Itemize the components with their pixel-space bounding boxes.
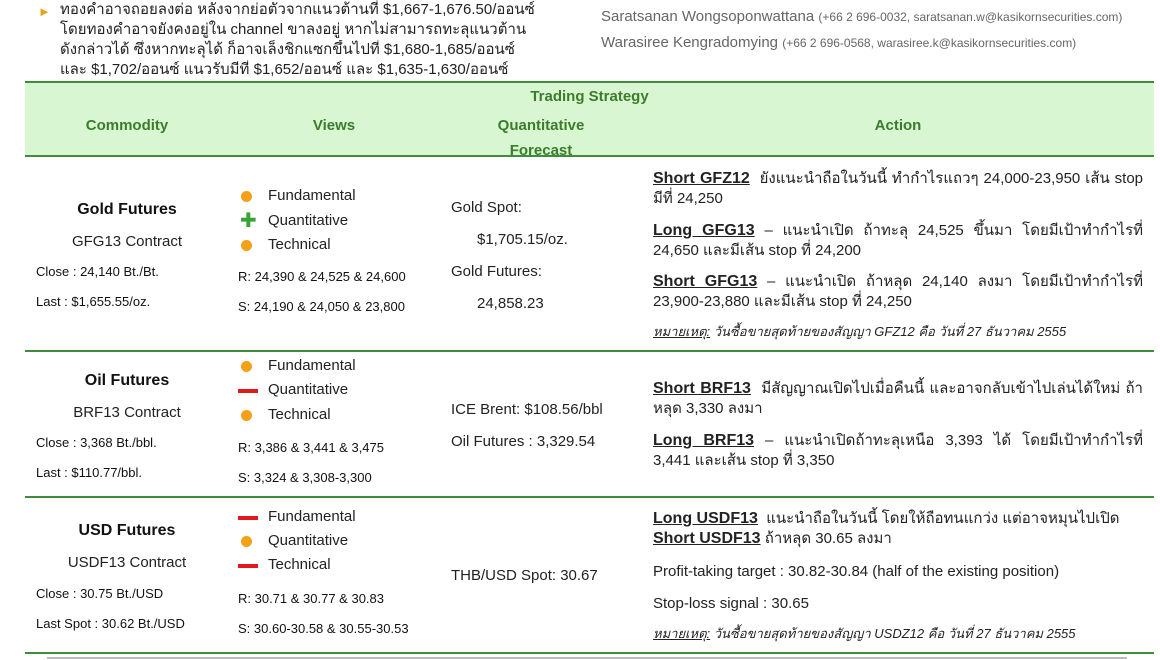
note-label: หมายเหตุ: (653, 324, 711, 339)
footer-divider (47, 657, 1127, 659)
action-code: Short GFZ12 (653, 170, 750, 187)
action-item: Short GFG13 – แนะนำเปิด ถ้าหลุด 24,140 ลงมา โดยมีเป้าทำกำไรที่ 23,900-23,880 และมีเส้น stop ที่ 24,250 (653, 273, 1144, 310)
quant-label: Gold Spot: (451, 199, 522, 216)
close-price: Close : 24,140 Bt./Bt. (36, 264, 159, 279)
intro-line: ทองคำอาจถอยลงต่อ หลังจากย่อตัวจากแนวต้านที่ $1,667-1,676.50/ออนซ์ (60, 1, 535, 18)
plus-icon: ✚ (240, 210, 257, 232)
commodity-name: Gold Futures (77, 201, 177, 218)
contact-info[interactable]: (+66 2 696-0032, saratsanan.w@kasikornsecurities.com) (818, 10, 1123, 24)
top-section (0, 0, 1160, 80)
col-views: Views (312, 117, 356, 134)
last-price: Last : $1,655.55/oz. (36, 294, 151, 309)
col-quant-line1: Quantitative (497, 117, 585, 134)
intro-line: และ $1,702/ออนซ์ แนวรับมีที่ $1,652/ออนซ์ และ $1,635-1,630/ออนซ์ (60, 61, 509, 78)
col-quant-line2: Forecast (509, 142, 573, 159)
action-code: Long USDF13 (653, 510, 758, 527)
quant-value: THB/USD Spot: 30.67 (451, 567, 598, 584)
neutral-dot-icon (241, 191, 252, 202)
contact-1 (601, 4, 1122, 30)
neutral-dot-icon (241, 240, 252, 251)
stop-loss: Stop-loss signal : 30.65 (653, 595, 809, 612)
table-row-oil: Oil Futures BRF13 Contract Close : 3,368 Bt./bbl. Last : $110.77/bbl. Fundamental Quantitative Technical R: 3,386 & 3,441 & 3,475 S: 3,324 & 3,308-3,300 ICE Brent: $108.56/bbl Oil Futures : 3,329.54 Short BRF13 มีสัญญาณเปิดไปเมื่อคืนนี้ และอาจกลับเข้าไปเล่นได้ใหม่ ถ้าหลุด 3,330 ลงมา Long BRF13 – แนะนำเปิดถ้าทะลุเหนือ 3,393 ได้ โดยมีเป้าทำกำไรที่ 3,441 และเส้น stop ที่ 3,350 (25, 352, 1154, 498)
resistance-levels: R: 3,386 & 3,441 & 3,475 (238, 440, 384, 455)
intro-line: โดยทองคำอาจยังคงอยู่ใน channel ขาลงอยู่ หากไม่สามารถทะลุแนวต้าน (60, 21, 527, 38)
contract-name: BRF13 Contract (73, 404, 181, 421)
action-note: หมายเหตุ: วันซื้อขายสุดท้ายของสัญญา USDZ12 คือ วันที่ 27 ธันวาคม 2555 (653, 626, 1076, 641)
intro-paragraph (60, 0, 580, 80)
action-item: Long USDF13 แนะนำถือในวันนี้ โดยให้ถือทนแกว่ง แต่อาจหมุนไปเปิด (653, 510, 1120, 527)
minus-icon (238, 389, 258, 393)
last-price: Last : $110.77/bbl. (36, 465, 143, 480)
action-item: Short USDF13 ถ้าหลุด 30.65 ลงมา (653, 530, 892, 547)
contact-info[interactable]: (+66 2 696-0568, warasiree.k@kasikornsecurities.com) (782, 36, 1077, 50)
action-code: Long BRF13 (653, 432, 755, 449)
action-note: หมายเหตุ: วันซื้อขายสุดท้ายของสัญญา GFZ12 คือ วันที่ 27 ธันวาคม 2555 (653, 324, 1067, 339)
contract-name: USDF13 Contract (67, 554, 187, 571)
intro-line: ดังกล่าวได้ ซึ่งหากทะลุได้ ก็อาจเล็งชิกแซกขึ้นไปที่ $1,680-1,685/ออนซ์ (60, 41, 515, 58)
quant-label: Gold Futures: (451, 263, 542, 280)
close-price: Close : 3,368 Bt./bbl. (36, 435, 157, 450)
action-item: Short BRF13 มีสัญญาณเปิดไปเมื่อคืนนี้ และอาจกลับเข้าไปเล่นได้ใหม่ ถ้าหลุด 3,330 ลงมา (653, 380, 1143, 417)
neutral-dot-icon (241, 536, 252, 547)
contact-name: Saratsanan Wongsoponwattana (601, 8, 815, 25)
action-code: Long GFG13 (653, 222, 755, 239)
support-levels: S: 3,324 & 3,308-3,300 (238, 470, 372, 485)
action-code: Short GFG13 (653, 273, 758, 290)
action-code: Short USDF13 (653, 530, 761, 547)
neutral-dot-icon (241, 361, 252, 372)
table-row-usd: USD Futures USDF13 Contract Close : 30.75 Bt./USD Last Spot : 30.62 Bt./USD Fundamental Quantitative Technical R: 30.71 & 30.77 & 30.83 S: 30.60-30.58 & 30.55-30.53 THB/USD Spot: 30.67 Long USDF13 แนะนำถือในวันนี้ โดยให้ถือทนแกว่ง แต่อาจหมุนไปเปิด Short USDF13 ถ้าหลุด 30.65 ลงมา Profit-taking target : 30.82-30.84 (half of the existing position) Stop-loss signal : 30.65 หมายเหตุ: วันซื้อขายสุดท้ายของสัญญา USDZ12 คือ วันที่ 27 ธันวาคม 2555 (25, 498, 1154, 654)
trading-strategy-table (25, 81, 1154, 654)
support-levels: S: 24,190 & 24,050 & 23,800 (238, 299, 405, 314)
commodity-name: Oil Futures (84, 372, 170, 389)
resistance-levels: R: 24,390 & 24,525 & 24,600 (238, 269, 406, 284)
arrow-bullet-icon: ► (38, 4, 51, 19)
minus-icon (238, 516, 258, 520)
contacts (601, 4, 1122, 56)
neutral-dot-icon (241, 410, 252, 421)
quant-value: $1,705.15/oz. (477, 231, 568, 248)
action-item: Short GFZ12 ยังแนะนำถือในวันนี้ ทำกำไรแถวๆ 24,000-23,950 เส้น stop มีที่ 24,250 (653, 170, 1144, 207)
table-header (25, 81, 1154, 157)
col-action: Action (874, 117, 922, 134)
last-price: Last Spot : 30.62 Bt./USD (36, 616, 185, 631)
minus-icon (238, 564, 258, 568)
table-title: Trading Strategy (530, 88, 649, 105)
col-commodity: Commodity (85, 117, 169, 134)
support-levels: S: 30.60-30.58 & 30.55-30.53 (238, 621, 409, 636)
col-quant (441, 113, 641, 163)
resistance-levels: R: 30.71 & 30.77 & 30.83 (238, 591, 384, 606)
quant-value: 24,858.23 (477, 295, 544, 312)
action-item: Long BRF13 – แนะนำเปิดถ้าทะลุเหนือ 3,393 ได้ โดยมีเป้าทำกำไรที่ 3,441 และเส้น stop ที่ 3,350 (653, 432, 1143, 469)
commodity-name: USD Futures (78, 522, 176, 539)
contact-2 (601, 30, 1122, 56)
profit-target: Profit-taking target : 30.82-30.84 (half of the existing position) (653, 563, 1060, 580)
quant-value: Oil Futures : 3,329.54 (451, 433, 596, 450)
note-label: หมายเหตุ: (653, 626, 711, 641)
quant-value: ICE Brent: $108.56/bbl (451, 401, 603, 418)
action-item: Long GFG13 – แนะนำเปิด ถ้าทะลุ 24,525 ขึ้นมา โดยมีเป้าทำกำไรที่ 24,650 และมีเส้น stop ที่ 24,200 (653, 222, 1144, 259)
table-row-gold: Gold Futures GFG13 Contract Close : 24,140 Bt./Bt. Last : $1,655.55/oz. Fundamental ✚ Quantitative Technical R: 24,390 & 24,525 & 24,600 S: 24,190 & 24,050 & 23,800 Gold Spot: $1,705.15/oz. Gold Futures: 24,858.23 Short GFZ12 ยังแนะนำถือในวันนี้ ทำกำไรแถวๆ 24,000-23,950 เส้น stop มีที่ 24,250 Long GFG13 – แนะนำเปิด ถ้าทะลุ 24,525 ขึ้นมา โดยมีเป้าทำกำไรที่ 24,650 และมีเส้น stop ที่ 24,200 Short GFG13 – แนะนำเปิด ถ้าหลุด 24,140 ลงมา โดยมีเป้าทำกำไรที่ 23,900-23,880 และมีเส้น stop ที่ 24,250 หมายเหตุ: วันซื้อขายสุดท้ายของสัญญา GFZ12 คือ วันที่ 27 ธันวาคม 2555 (25, 157, 1154, 352)
action-code: Short BRF13 (653, 380, 751, 397)
close-price: Close : 30.75 Bt./USD (36, 586, 164, 601)
contact-name: Warasiree Kengradomying (601, 34, 779, 51)
contract-name: GFG13 Contract (71, 233, 183, 250)
